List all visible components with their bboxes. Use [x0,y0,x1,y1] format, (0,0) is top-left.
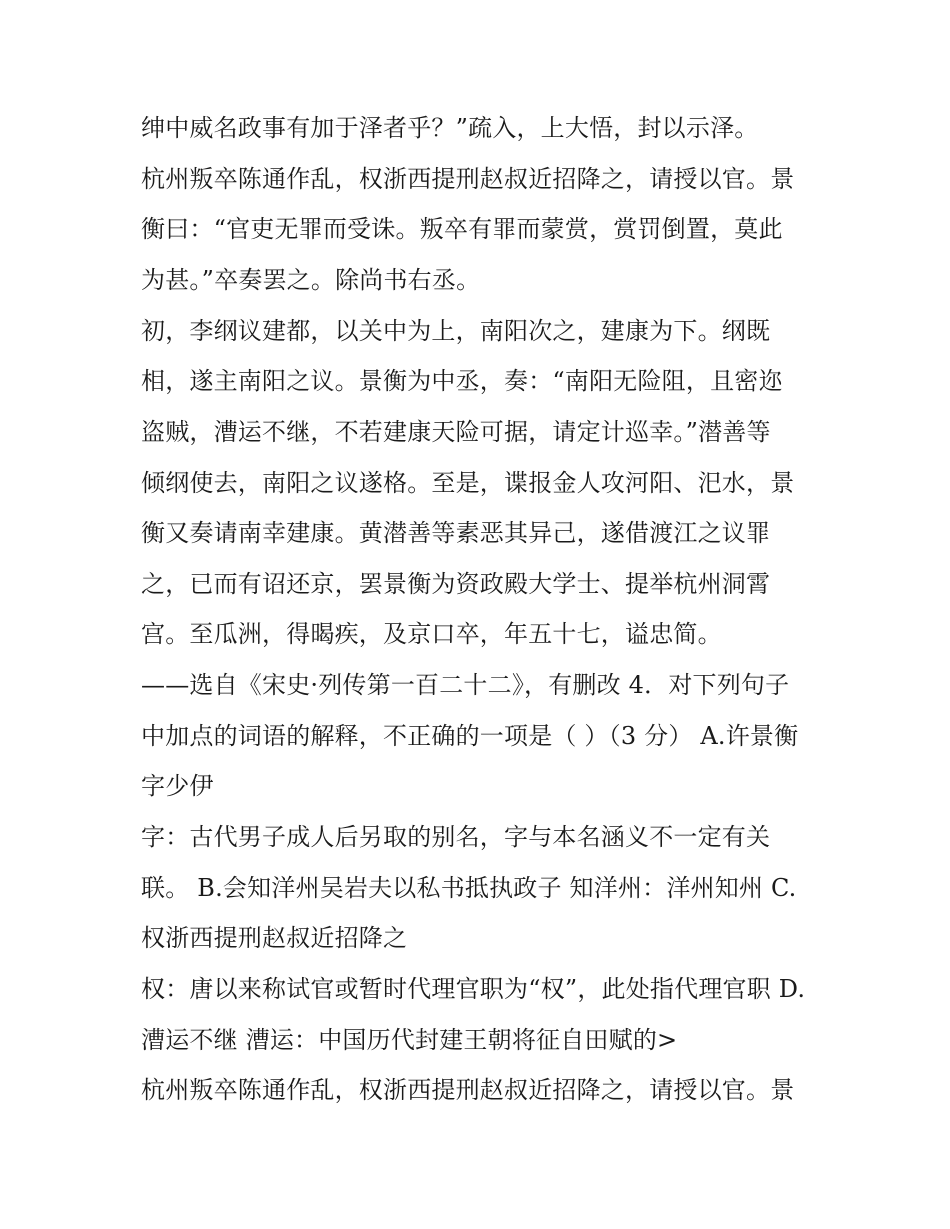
text-line: 为甚。”卒奏罢之。除尚书右丞。 [141,266,481,294]
text-line: 杭州叛卒陈通作乱，权浙西提刑赵叔近招降之，请授以官。景 [141,1076,795,1104]
text-line: 宫。至瓜洲，得暍疾，及京口卒，年五十七，谥忠简。 [141,620,722,648]
text-line: 衡又奏请南幸建康。黄潜善等素恶其异己，遂借渡江之议罪 [141,519,771,547]
text-line: 漕运不继 漕运：中国历代封建王朝将征自田赋的> [141,1026,678,1054]
text-line: 衡曰：“官吏无罪而受诛。叛卒有罪而蒙赏，赏罚倒置，莫此 [141,215,783,243]
text-line: 倾纲使去，南阳之议遂格。至是，谍报金人攻河阳、汜水，景 [141,469,795,497]
text-line: 杭州叛卒陈通作乱，权浙西提刑赵叔近招降之，请授以官。景 [141,165,795,193]
text-line: 中加点的词语的解释，不正确的一项是（ ）（3 分） A.许景衡 [141,722,799,750]
text-line: 相，遂主南阳之议。景衡为中丞，奏：“南阳无险阻，且密迩 [141,367,783,395]
text-line: 权浙西提刑赵叔近招降之 [141,924,408,952]
text-line: 初，李纲议建都，以关中为上，南阳次之，建康为下。纲既 [141,317,771,345]
text-line: 盗贼，漕运不继，不若建康天险可据，请定计巡幸。”潜善等 [141,418,771,446]
text-line: 权：唐以来称试官或暂时代理官职为“权”，此处指代理官职 D. [141,975,806,1003]
text-line: ——选自《宋史·列传第一百二十二》，有删改 4．对下列句子 [141,671,790,699]
text-line: 字：古代男子成人后另取的别名，字与本名涵义不一定有关 [141,823,771,851]
text-line: 字少伊 [141,772,214,800]
text-line: 联。 B.会知洋州吴岩夫以私书抵执政子 知洋州：洋州知州 C. [141,874,797,902]
text-line: 绅中威名政事有加于泽者乎？”疏入，上大悟，封以示泽。 [141,114,759,142]
text-line: 之，已而有诏还京，罢景衡为资政殿大学士、提举杭州洞霄 [141,570,771,598]
